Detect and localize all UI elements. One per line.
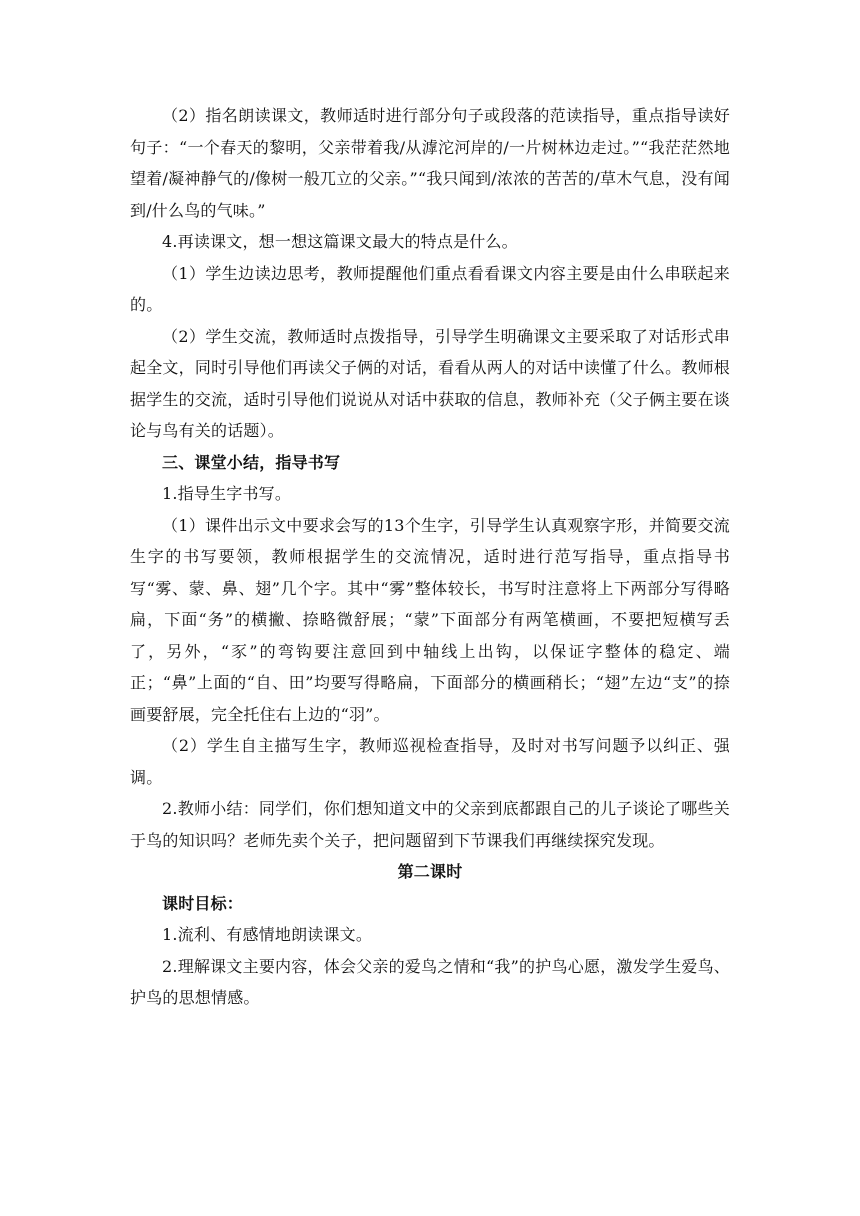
objective-item-2: 2.理解课文主要内容，体会父亲的爱鸟之情和“我”的护鸟心愿，激发学生爱鸟、护鸟的思想情感。 bbox=[130, 956, 730, 1007]
paragraph-student-exchange: （2）学生交流，教师适时点拨指导，引导学生明确课文主要采取了对话形式串起全文，同时引导他们再读父子俩的对话，看看从两人的对话中读懂了什么。教师根据学生的交流，适时引导他们说说从对话中获取的信息，教师补充（父子俩主要在谈论与鸟有关的话题）。 bbox=[130, 326, 730, 440]
section-heading-summary: 三、课堂小结，指导书写 bbox=[162, 452, 341, 472]
paragraph-character-writing: （1）课件出示文中要求会写的13个生字，引导学生认真观察字形，并简要交流生字的书写要领，教师根据学生的交流情况，适时进行范写指导，重点指导书写“雾、蒙、鼻、翅”几个字。其中“雾”整体较长，书写时注意将上下两部分写得略扁，下面“务”的横撇、捺略微舒展；“蒙”下面部分有两笔横画，不要把短横写丢了，另外，“豕”的弯钩要注意回到中轴线上出钩，以保证字整体的稳定、端正；“鼻”上面的“自、田”均要写得略扁，下面部分的横画稍长；“翅”左边“支”的捺画要舒展，完全托住右上边的“羽”。 bbox=[130, 515, 730, 724]
objective-item-1: 1.流利、有感情地朗读课文。 bbox=[162, 925, 373, 944]
paragraph-self-practice: （2）学生自主描写生字，教师巡视检查指导，及时对书写问题予以纠正、强调。 bbox=[130, 736, 730, 787]
section-title-second-lesson: 第二课时 bbox=[397, 862, 463, 881]
paragraph-teacher-summary: 2.教师小结：同学们，你们想知道文中的父亲到底都跟自己的儿子谈论了哪些关于鸟的知识吗？老师先卖个关子，把问题留到下节课我们再继续探究发现。 bbox=[130, 799, 730, 850]
document-page bbox=[130, 100, 730, 1014]
objectives-label: 课时目标： bbox=[162, 893, 244, 913]
paragraph-reading-guidance: （2）指名朗读课文，教师适时进行部分句子或段落的范读指导，重点指导读好句子：“一个春天的黎明，父亲带着我/从滹沱河岸的/一片树林边走过。”“我茫茫然地望着/凝神静气的/像树一般兀立的父亲。”“我只闻到/浓浓的苦苦的/草木气息，没有闻到/什么鸟的气味。” bbox=[130, 106, 730, 220]
paragraph-think-while-reading: （1）学生边读边思考，教师提醒他们重点看看课文内容主要是由什么串联起来的。 bbox=[130, 263, 730, 314]
paragraph-writing-guidance: 1.指导生字书写。 bbox=[162, 484, 292, 503]
paragraph-reread-step: 4.再读课文，想一想这篇课文最大的特点是什么。 bbox=[162, 232, 518, 251]
